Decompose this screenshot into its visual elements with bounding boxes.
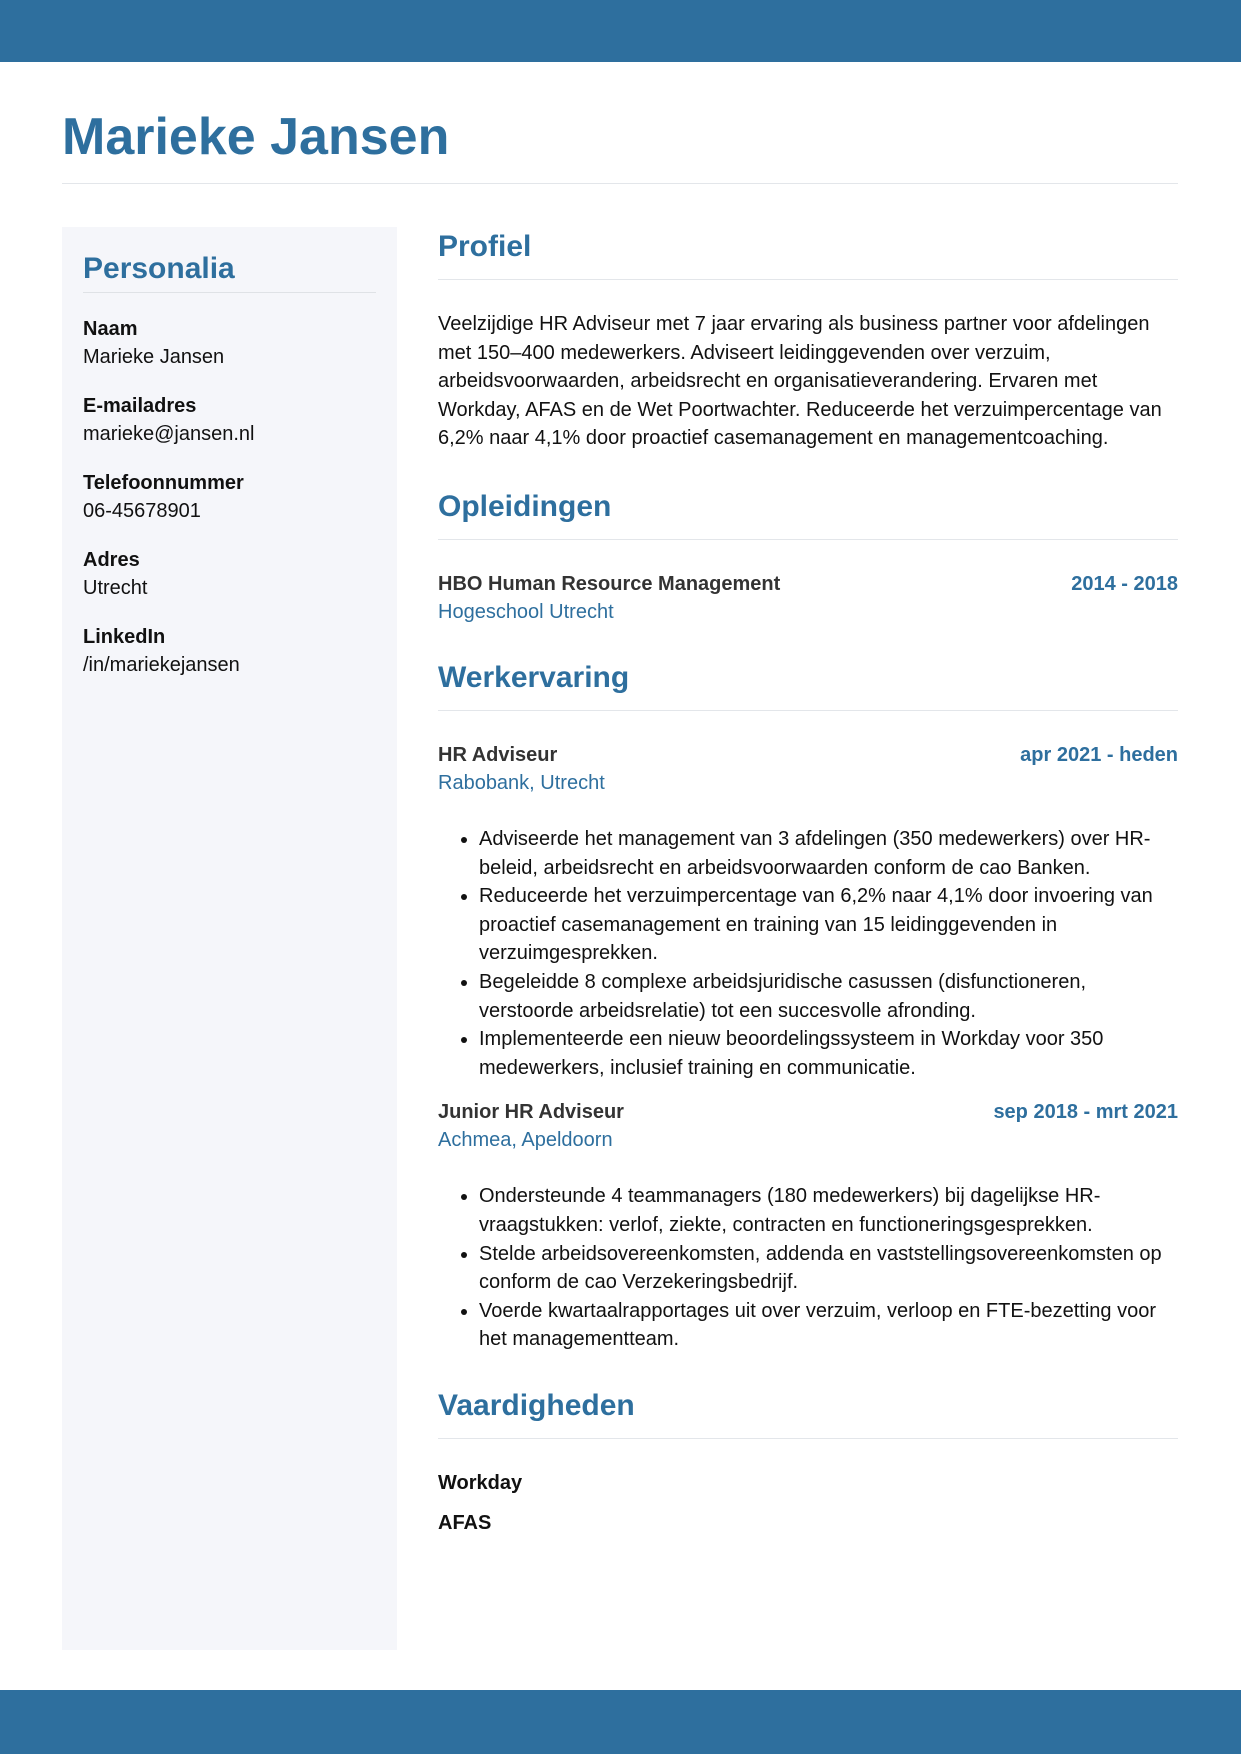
entry-title: HBO Human Resource Management xyxy=(438,572,781,595)
field-label: Adres xyxy=(83,549,140,571)
section-title: Vaardigheden xyxy=(438,1388,635,1422)
job-bullets xyxy=(438,825,1178,1082)
field-label: Naam xyxy=(83,318,138,340)
field-value: 06-45678901 xyxy=(83,500,201,522)
field-label: Telefoonnummer xyxy=(83,472,244,494)
entry-company: Rabobank, Utrecht xyxy=(438,771,605,794)
list-item: • Voerde kwartaalrapportages uit over verzuim, verloop en FTE-bezetting voor het managementteam. xyxy=(479,1297,1178,1354)
field-name xyxy=(83,315,376,371)
entry-title: HR Adviseur xyxy=(438,743,558,766)
section-divider xyxy=(438,539,1178,540)
list-item: • Ondersteunde 4 teammanagers (180 medewerkers) bij dagelijkse HR-vraagstukken: verlof, ziekte, contracten en functioneringsgesprekken. xyxy=(479,1182,1178,1239)
field-value: /in/mariekejansen xyxy=(83,654,240,676)
entry-header xyxy=(438,741,1178,769)
list-item: • Begeleidde 8 complexe arbeidsjuridische casussen (disfunctioneren, verstoorde arbeidsrelatie) tot een succesvolle afronding. xyxy=(479,968,1178,1025)
job-bullets xyxy=(438,1182,1178,1354)
job-entry xyxy=(438,741,1178,1082)
list-item: • Stelde arbeidsovereenkomsten, addenda en vaststellingsovereenkomsten op conform de cao Verzekeringsbedrijf. xyxy=(479,1240,1178,1297)
sidebar-divider xyxy=(83,292,376,293)
field-value: Marieke Jansen xyxy=(83,346,225,368)
field-email xyxy=(83,392,376,448)
title-divider xyxy=(62,183,1178,184)
entry-dates: apr 2021 - heden xyxy=(1020,743,1178,766)
field-label: LinkedIn xyxy=(83,626,166,648)
education-section xyxy=(438,485,1178,626)
section-title: Opleidingen xyxy=(438,489,612,523)
sidebar-title: Personalia xyxy=(83,252,235,285)
education-entry xyxy=(438,570,1178,626)
skill-item: Workday xyxy=(438,1471,523,1494)
skills-section xyxy=(438,1384,1178,1537)
main-content xyxy=(438,225,1178,1549)
personal-details-sidebar xyxy=(62,227,397,1650)
entry-header xyxy=(438,570,1178,598)
entry-company: Achmea, Apeldoorn xyxy=(438,1129,613,1152)
experience-section xyxy=(438,656,1178,1354)
profile-section xyxy=(438,225,1178,453)
list-item: • Adviseerde het management van 3 afdelingen (350 medewerkers) over HR-beleid, arbeidsrecht en arbeidsvoorwaarden conform de cao Banken. xyxy=(479,825,1178,882)
field-value: Utrecht xyxy=(83,577,148,599)
header-bar xyxy=(0,0,1241,62)
entry-dates: 2014 - 2018 xyxy=(1071,572,1178,595)
list-item: • Implementeerde een nieuw beoordelingssysteem in Workday voor 350 medewerkers, inclusief training en communicatie. xyxy=(479,1025,1178,1082)
field-value: marieke@jansen.nl xyxy=(83,423,255,445)
field-label: E-mailadres xyxy=(83,395,197,417)
page-title: Marieke Jansen xyxy=(62,108,450,166)
section-divider xyxy=(438,1438,1178,1439)
entry-dates: sep 2018 - mrt 2021 xyxy=(993,1101,1178,1124)
section-title: Werkervaring xyxy=(438,660,630,694)
job-entry xyxy=(438,1098,1178,1354)
field-phone xyxy=(83,469,376,525)
entry-header xyxy=(438,1098,1178,1126)
section-divider xyxy=(438,279,1178,280)
skill-item: AFAS xyxy=(438,1511,492,1534)
field-linkedin xyxy=(83,623,376,679)
entry-institution: Hogeschool Utrecht xyxy=(438,600,614,623)
field-address xyxy=(83,546,376,602)
section-title: Profiel xyxy=(438,230,532,263)
entry-title: Junior HR Adviseur xyxy=(438,1101,624,1124)
footer-bar xyxy=(0,1690,1241,1754)
profile-text: Veelzijdige HR Adviseur met 7 jaar ervaring als business partner voor afdelingen met 150–400 medewerkers. Adviseert leidinggevenden over verzuim, arbeidsvoorwaarden, arbeidsrecht en organisatieverandering. Ervaren met Workday, AFAS en de Wet Poortwachter. Reduceerde het verzuimpercentage van 6,2% naar 4,1% door proactief casemanagement en managementcoaching. xyxy=(438,313,1162,450)
list-item: • Reduceerde het verzuimpercentage van 6,2% naar 4,1% door invoering van proactief casemanagement en training van 15 leidinggevenden in verzuimgesprekken. xyxy=(479,882,1178,968)
section-divider xyxy=(438,710,1178,711)
